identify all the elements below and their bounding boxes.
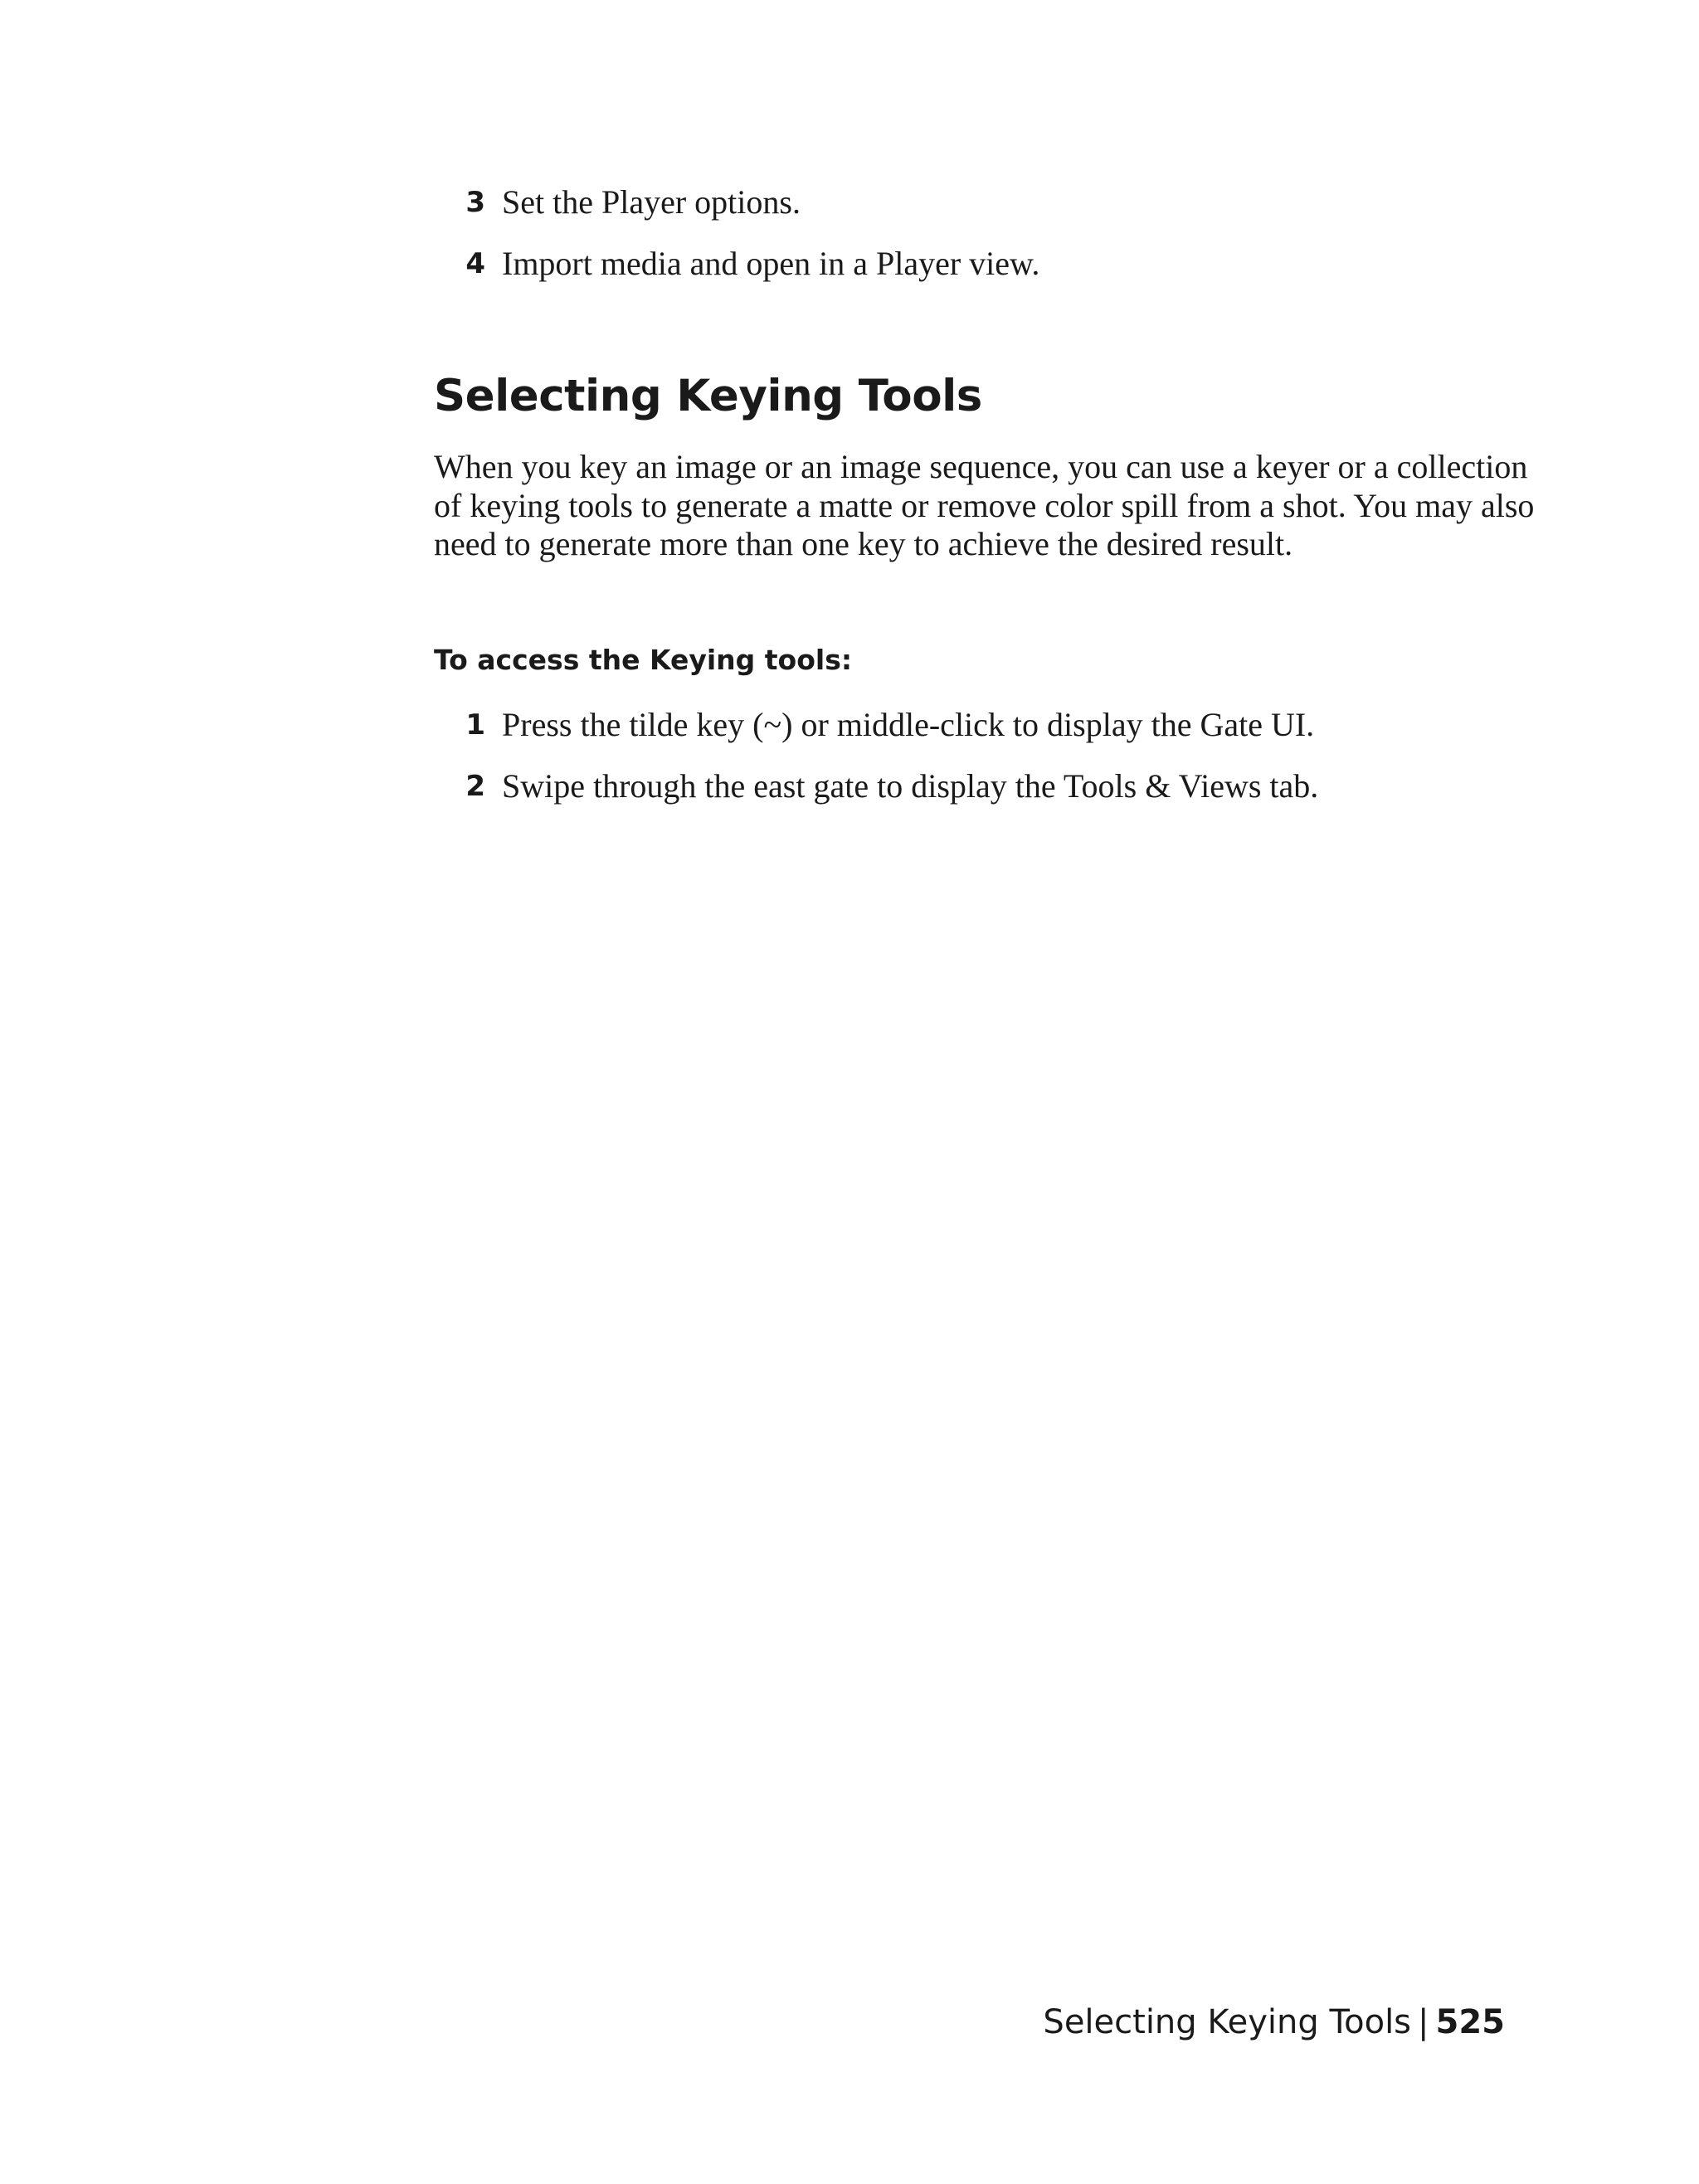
footer-title: Selecting Keying Tools <box>1043 2003 1412 2041</box>
list-item <box>452 761 1531 811</box>
step-text: Press the tilde key (~) or middle-click to display the Gate UI. <box>502 706 1315 743</box>
procedure-title: To access the Keying tools: <box>434 644 853 676</box>
step-text: Import media and open in a Player view. <box>502 245 1040 282</box>
step-number: 2 <box>465 770 485 803</box>
step-number: 3 <box>465 186 485 219</box>
list-item <box>452 239 1531 289</box>
footer-separator: | <box>1418 2003 1429 2041</box>
step-text: Swipe through the east gate to display the Tools & Views tab. <box>502 767 1319 805</box>
list-item <box>452 700 1531 750</box>
page-footer <box>1043 1996 1505 2049</box>
section-heading: Selecting Keying Tools <box>434 371 982 421</box>
body-paragraph: When you key an image or an image sequence, you can use a keyer or a collection of keying tools to generate a matte or remove color spill from a shot. You may also need to generate more than one key to achieve the desired result. <box>434 448 1535 562</box>
page-number: 525 <box>1435 2003 1505 2041</box>
step-number: 1 <box>465 708 485 742</box>
step-number: 4 <box>465 247 485 280</box>
step-text: Set the Player options. <box>502 183 801 221</box>
list-item <box>452 178 1531 227</box>
